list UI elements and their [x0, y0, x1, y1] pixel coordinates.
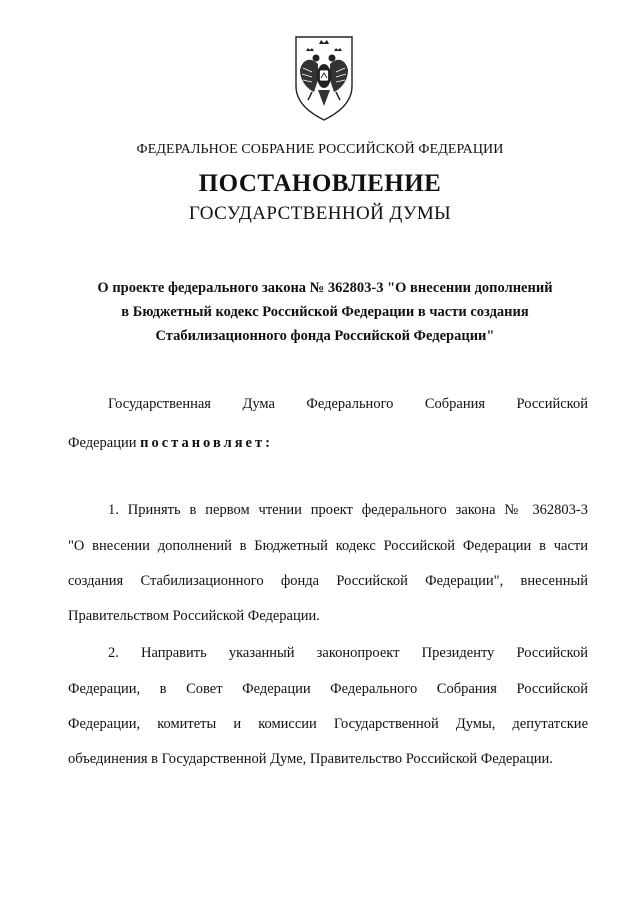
subject-line: Стабилизационного фонда Российской Федерации" [155, 328, 495, 344]
clause-1-line: 1. Принять в первом чтении проект федерального закона № 362803-3 [108, 502, 588, 518]
preamble-text: Федерации [68, 435, 137, 451]
clause-2-line: Федерации, комитеты и комиссии Государственной Думы, депутатские [68, 716, 588, 732]
clause-2-line: объединения в Государственной Думе, Правительство Российской Федерации. [68, 751, 553, 767]
assembly-name: ФЕДЕРАЛЬНОЕ СОБРАНИЕ РОССИЙСКОЙ ФЕДЕРАЦИИ [136, 142, 504, 157]
clause-1-line: создания Стабилизационного фонда Российской Федерации", внесенный [68, 573, 588, 589]
document-issuer: ГОСУДАРСТВЕННОЙ ДУМЫ [188, 203, 452, 224]
clause-2-line: 2. Направить указанный законопроект Президенту Российской [108, 645, 588, 661]
resolves-keyword: постановляет: [140, 435, 273, 451]
document-type-title: ПОСТАНОВЛЕНИЕ [198, 170, 442, 197]
preamble-line: Государственная Дума Федерального Собрания Российской [108, 396, 588, 412]
subject-line: О проекте федерального закона № 362803-3 "О внесении дополнений [97, 280, 553, 296]
clause-2-line: Федерации, в Совет Федерации Федерального Собрания Российской [68, 681, 588, 697]
clause-1-line: "О внесении дополнений в Бюджетный кодекс Российской Федерации в части [68, 538, 588, 554]
document-subject [60, 276, 590, 348]
coat-of-arms-icon [292, 34, 356, 122]
clause-1-line: Правительством Российской Федерации. [68, 608, 320, 624]
preamble-line [68, 435, 588, 452]
subject-line: в Бюджетный кодекс Российской Федерации в части создания [121, 304, 529, 320]
